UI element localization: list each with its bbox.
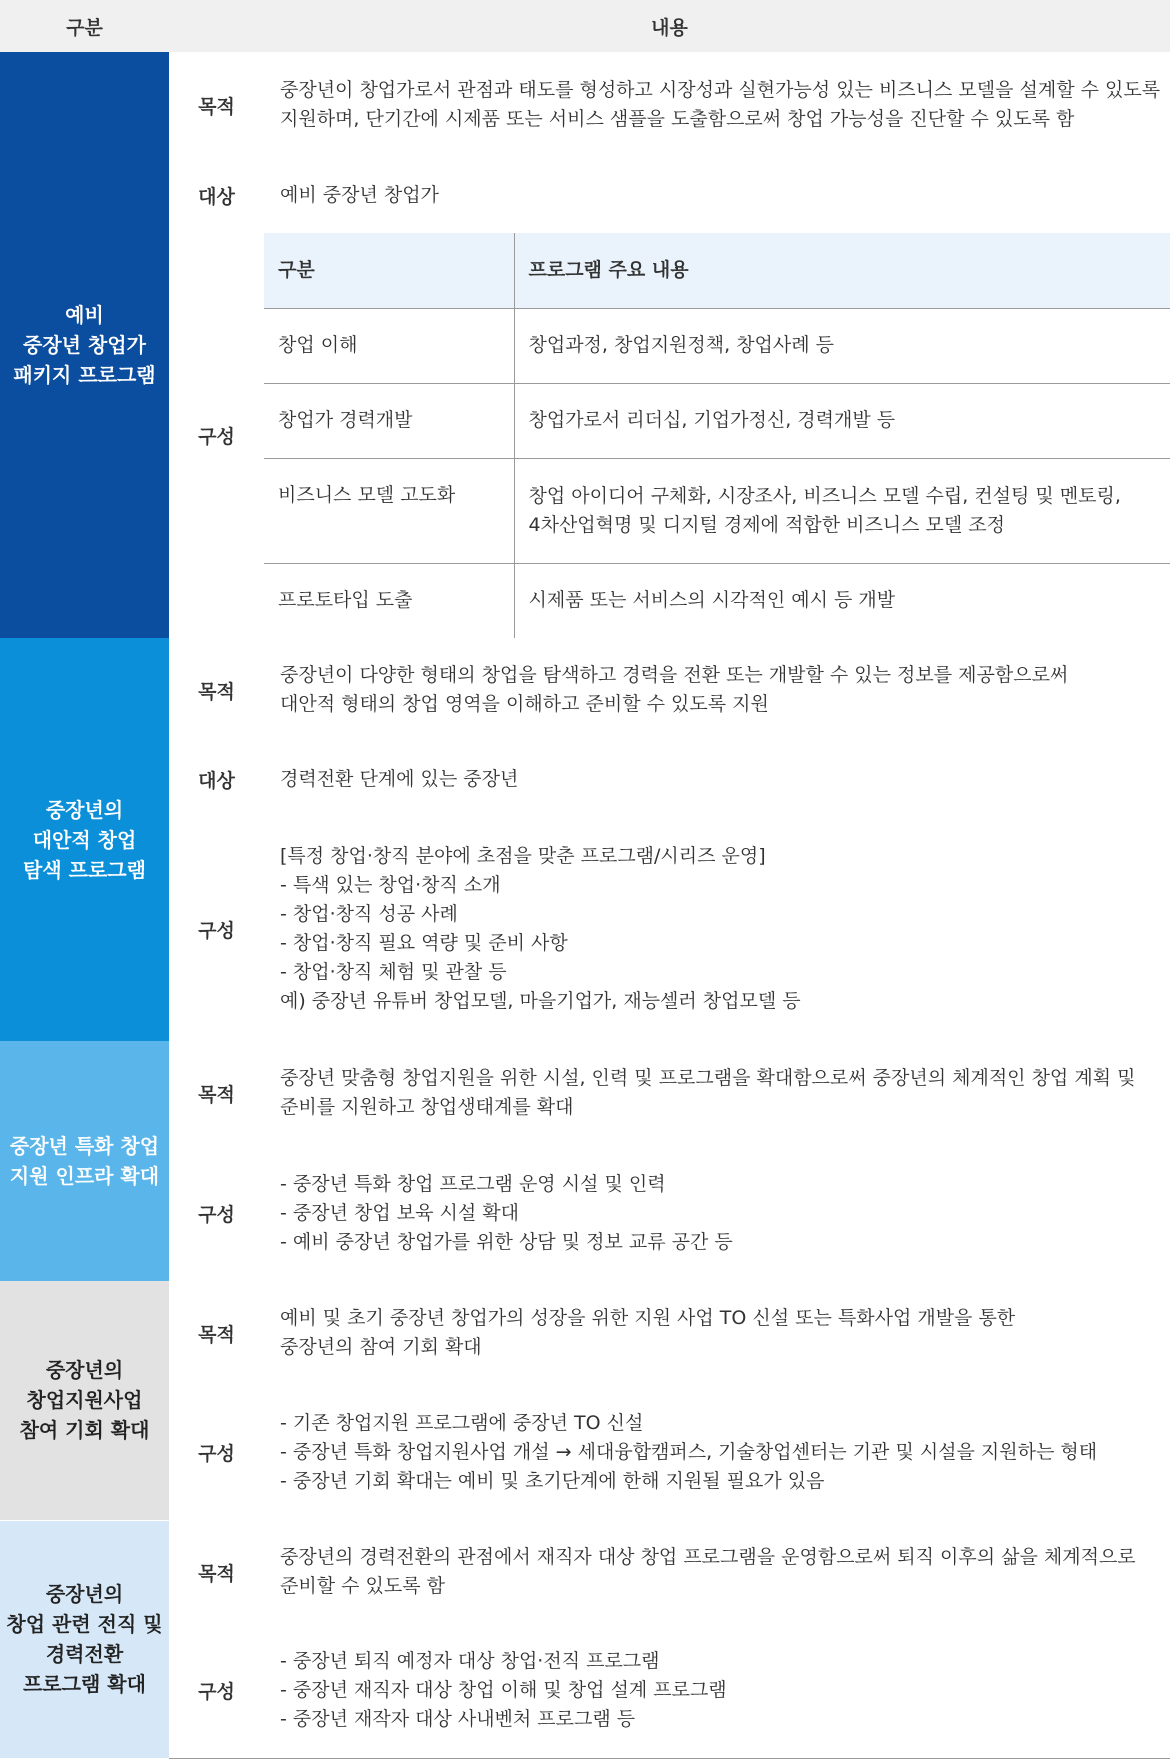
table-row xyxy=(0,742,1170,817)
section5-category: 중장년의 창업 관련 전직 및 경력전환 프로그램 확대 xyxy=(0,1520,169,1758)
program-row-name: 창업가 경력개발 xyxy=(264,383,514,458)
section5-composition-label: 구성 xyxy=(169,1624,264,1758)
section2-purpose: 중장년이 다양한 형태의 창업을 탐색하고 경력을 전환 또는 개발할 수 있는 정보를 제공함으로써 대안적 형태의 창업 영역을 이해하고 준비할 수 있도록 지원 xyxy=(264,638,1170,742)
table-row xyxy=(0,1624,1170,1758)
program-row-content: 창업가로서 리더십, 기업가정신, 경력개발 등 xyxy=(514,383,1170,458)
header-category: 구분 xyxy=(0,0,169,52)
section1-target: 예비 중장년 창업가 xyxy=(264,158,1170,233)
table-header-row xyxy=(0,0,1170,52)
section1-composition-label: 구성 xyxy=(169,233,264,638)
section2-composition: [특정 창업·창직 분야에 초점을 맞춘 프로그램/시리즈 운영] - 특색 있는 창업·창직 소개 - 창업·창직 성공 사례 - 창업·창직 필요 역량 및 준비 사항 - 창업·창직 체험 및 관찰 등 예) 중장년 유튜버 창업모델, 마을기업가, 재능셀러 창업모델 등 xyxy=(264,817,1170,1041)
table-row xyxy=(0,1145,1170,1281)
section3-category: 중장년 특화 창업 지원 인프라 확대 xyxy=(0,1041,169,1281)
section1-purpose: 중장년이 창업가로서 관점과 태도를 형성하고 시장성과 실현가능성 있는 비즈니스 모델을 설계할 수 있도록 지원하며, 단기간에 시제품 또는 서비스 샘플을 도출함으로써 창업 가능성을 진단할 수 있도록 함 xyxy=(264,52,1170,158)
program-row xyxy=(264,308,1170,383)
section2-composition-label: 구성 xyxy=(169,817,264,1041)
section5-composition: - 중장년 퇴직 예정자 대상 창업·전직 프로그램 - 중장년 재직자 대상 창업 이해 및 창업 설계 프로그램 - 중장년 재작자 대상 사내벤처 프로그램 등 xyxy=(264,1624,1170,1758)
program-row xyxy=(264,383,1170,458)
table-row xyxy=(0,1281,1170,1385)
section2-target: 경력전환 단계에 있는 중장년 xyxy=(264,742,1170,817)
program-row-name: 창업 이해 xyxy=(264,308,514,383)
section2-target-label: 대상 xyxy=(169,742,264,817)
section1-program-table-cell xyxy=(264,233,1170,638)
table-row xyxy=(0,158,1170,233)
table-row xyxy=(0,638,1170,742)
header-content: 내용 xyxy=(169,0,1170,52)
section5-purpose: 중장년의 경력전환의 관점에서 재직자 대상 창업 프로그램을 운영함으로써 퇴직 이후의 삶을 체계적으로 준비할 수 있도록 함 xyxy=(264,1520,1170,1624)
table-row xyxy=(0,1520,1170,1624)
section3-composition-label: 구성 xyxy=(169,1145,264,1281)
section3-composition: - 중장년 특화 창업 프로그램 운영 시설 및 인력 - 중장년 창업 보육 시설 확대 - 예비 중장년 창업가를 위한 상담 및 정보 교류 공간 등 xyxy=(264,1145,1170,1281)
section4-composition: - 기존 창업지원 프로그램에 중장년 TO 신설 - 중장년 특화 창업지원사업 개설 → 세대융합캠퍼스, 기술창업센터는 기관 및 시설을 지원하는 형태 - 중장년 기회 확대는 예비 및 초기단계에 한해 지원될 필요가 있음 xyxy=(264,1385,1170,1520)
section2-category: 중장년의 대안적 창업 탐색 프로그램 xyxy=(0,638,169,1041)
section4-category: 중장년의 창업지원사업 참여 기회 확대 xyxy=(0,1281,169,1520)
program-row-name: 비즈니스 모델 고도화 xyxy=(264,458,514,563)
table-row xyxy=(0,233,1170,638)
table-row xyxy=(0,1041,1170,1145)
table-row xyxy=(0,52,1170,158)
table-row xyxy=(0,1385,1170,1520)
program-row-content: 시제품 또는 서비스의 시각적인 예시 등 개발 xyxy=(528,589,896,612)
program-row-name: 프로토타입 도출 xyxy=(264,563,514,638)
program-row-content: 창업 아이디어 구체화, 시장조사, 비즈니스 모델 수립, 컨설팅 및 멘토링, 4차산업혁명 및 디지털 경제에 적합한 비즈니스 모델 조정 xyxy=(514,458,1170,563)
section1-target-label: 대상 xyxy=(169,158,264,233)
program-row xyxy=(264,563,1170,638)
section3-purpose: 중장년 맞춤형 창업지원을 위한 시설, 인력 및 프로그램을 확대함으로써 중장년의 체계적인 창업 계획 및 준비를 지원하고 창업생태계를 확대 xyxy=(264,1041,1170,1145)
section1-category: 예비 중장년 창업가 패키지 프로그램 xyxy=(0,52,169,638)
program-table-header xyxy=(264,233,1170,308)
section4-purpose-label: 목적 xyxy=(169,1281,264,1385)
section1-purpose-label: 목적 xyxy=(169,52,264,158)
program-row-content: 창업과정, 창업지원정책, 창업사례 등 xyxy=(514,308,1170,383)
program-table xyxy=(264,233,1170,638)
table-row xyxy=(0,817,1170,1041)
section5-purpose-label: 목적 xyxy=(169,1520,264,1624)
section3-purpose-label: 목적 xyxy=(169,1041,264,1145)
section2-purpose-label: 목적 xyxy=(169,638,264,742)
section4-purpose: 예비 및 초기 중장년 창업가의 성장을 위한 지원 사업 TO 신설 또는 특화사업 개발을 통한 중장년의 참여 기회 확대 xyxy=(264,1281,1170,1385)
program-row xyxy=(264,458,1170,563)
program-header-content: 프로그램 주요 내용 xyxy=(514,233,1170,308)
section4-composition-label: 구성 xyxy=(169,1385,264,1520)
program-header-category: 구분 xyxy=(264,233,514,308)
